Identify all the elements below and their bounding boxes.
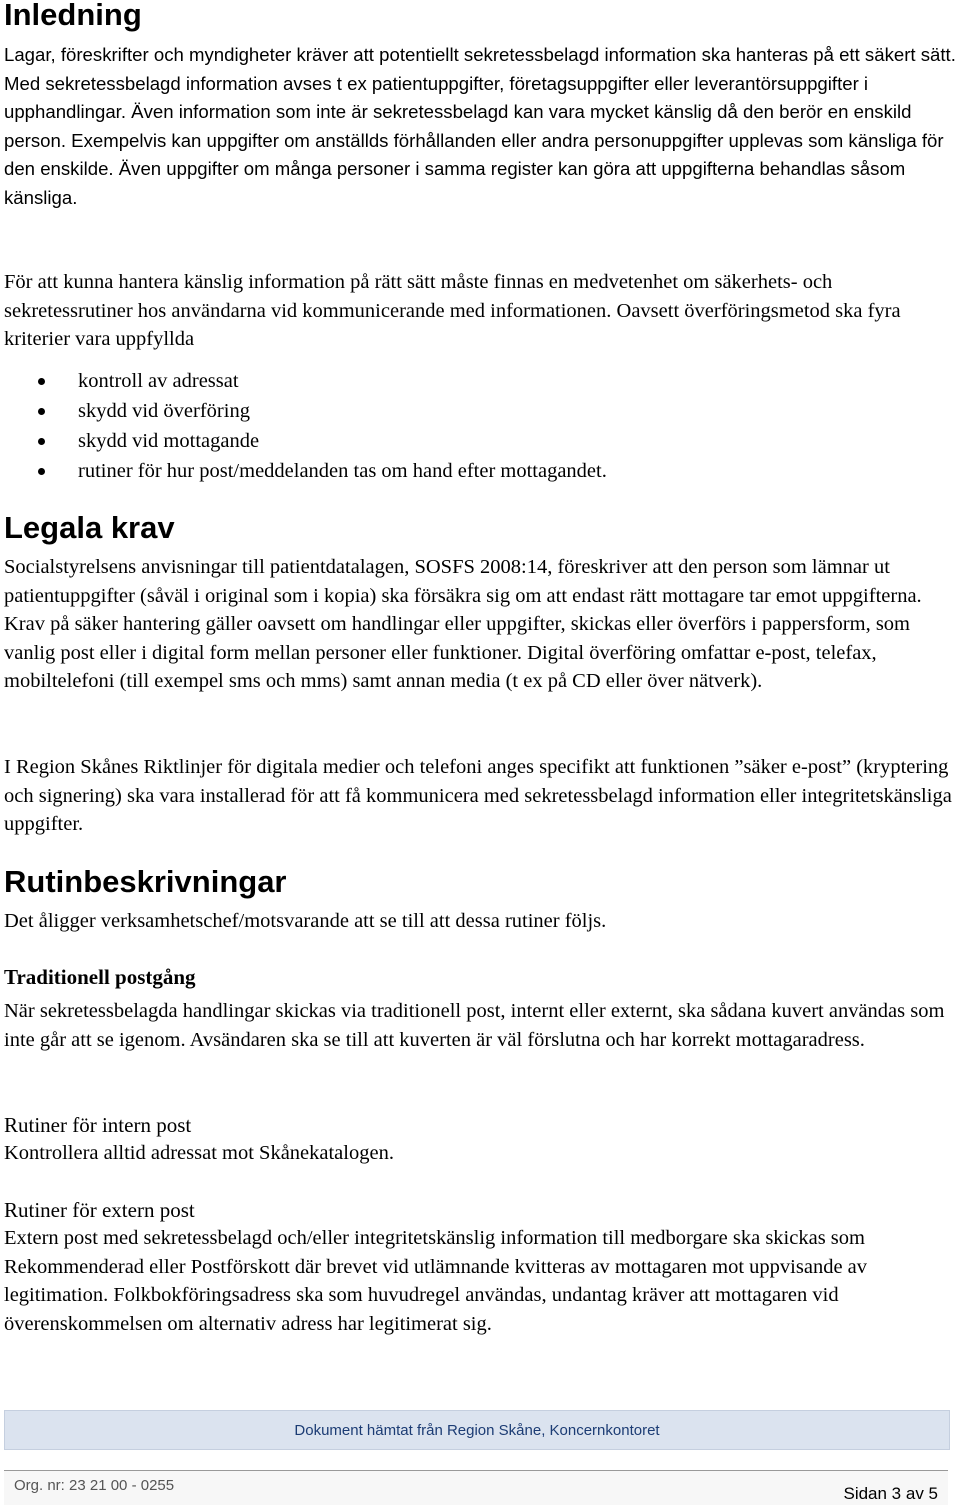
- traditionell-postgang-text: När sekretessbelagda handlingar skickas via traditionell post, internt eller externt, ska sådana kuvert användas som inte går att se igenom. Avsändaren ska se till att kuverten är väl förslutna och har korrekt mottagaradress.: [4, 1000, 945, 1051]
- intern-post-text: Kontrollera alltid adressat mot Skånekatalogen.: [4, 1142, 394, 1164]
- heading-inledning: Inledning: [4, 0, 142, 32]
- heading-rutinbeskrivningar: Rutinbeskrivningar: [4, 864, 287, 899]
- footer-source-banner: [4, 1410, 950, 1450]
- list-item: rutiner för hur post/meddelanden tas om hand efter mottagandet.: [38, 456, 938, 486]
- rutinbeskrivningar-paragraph: Det åligger verksamhetschef/motsvarande att se till att dessa rutiner följs.: [4, 910, 607, 932]
- list-item: skydd vid överföring: [38, 396, 938, 426]
- subheading-traditionell-postgang: Traditionell postgång: [4, 965, 196, 989]
- criteria-list: [38, 366, 938, 486]
- footer-source-text: Dokument hämtat från Region Skåne, Koncernkontoret: [294, 1421, 660, 1439]
- bullet-icon: [38, 408, 45, 415]
- inledning-paragraph-2: För att kunna hantera känslig information på rätt sätt måste finnas en medvetenhet om säkerhets- och sekretessrutiner hos användarna vid kommunicerande med informationen. Oavsett överföringsmetod ska fyra kriterier vara uppfyllda: [4, 271, 901, 350]
- list-item: skydd vid mottagande: [38, 426, 938, 456]
- legala-krav-paragraph-2: I Region Skånes Riktlinjer för digitala medier och telefoni anges specifikt att funktionen ”säker e-post” (kryptering och signering) ska vara installerad för att få kommunicera med sekretessbelagd information eller integritetskänsliga uppgifter.: [4, 756, 952, 835]
- page-number: Sidan 3 av 5: [843, 1484, 938, 1503]
- subheading-extern-post: Rutiner för extern post: [4, 1198, 195, 1222]
- bullet-icon: [38, 438, 45, 445]
- inledning-paragraph-1: Lagar, föreskrifter och myndigheter kräver att potentiellt sekretessbelagd information ska hanteras på ett säkert sätt. Med sekretessbelagd information avses t ex patientuppgifter, företagsuppgifter eller leverantörsuppgifter i upphandlingar. Även information som inte är sekretessbelagd kan vara mycket känslig då den berör en enskild person. Exempelvis kan uppgifter om anställds förhållanden eller andra personuppgifter upplevas som känsliga för den enskilde. Även uppgifter om många personer i samma register kan göra att uppgifterna behandlas såsom känsliga.: [4, 44, 956, 208]
- org-number: Org. nr: 23 21 00 - 0255: [14, 1477, 175, 1494]
- legala-krav-paragraph-1: Socialstyrelsens anvisningar till patientdatalagen, SOSFS 2008:14, föreskriver att den person som lämnar ut patientuppgifter (såväl i original som i kopia) ska försäkra sig om att endast rätt mottagare tar emot uppgifterna. Krav på säker hantering gäller oavsett om handlingar eller uppgifter, skickas eller överförs i pappersform, som vanlig post eller i digital form mellan personer eller funktioner. Digital överföring omfattar e-post, telefax, mobiltelefoni (till exempel sms och mms) samt annan media (t ex på CD eller över nätverk).: [4, 556, 922, 692]
- bullet-icon: [38, 468, 45, 475]
- extern-post-text: Extern post med sekretessbelagd och/eller integritetskänslig information till medborgare ska skickas som Rekommenderad eller Postförskott där brevet vid utlämnande kvitteras av mottagaren mot uppvisande av legitimation. Folkbokföringsadress ska som huvudregel användas, undantag kräver att mottagaren vid överenskommelsen om alternativ adress har legitimerat sig.: [4, 1227, 868, 1335]
- subheading-intern-post: Rutiner för intern post: [4, 1113, 192, 1137]
- bullet-icon: [38, 378, 45, 385]
- list-item: kontroll av adressat: [38, 366, 938, 396]
- heading-legala-krav: Legala krav: [4, 510, 175, 545]
